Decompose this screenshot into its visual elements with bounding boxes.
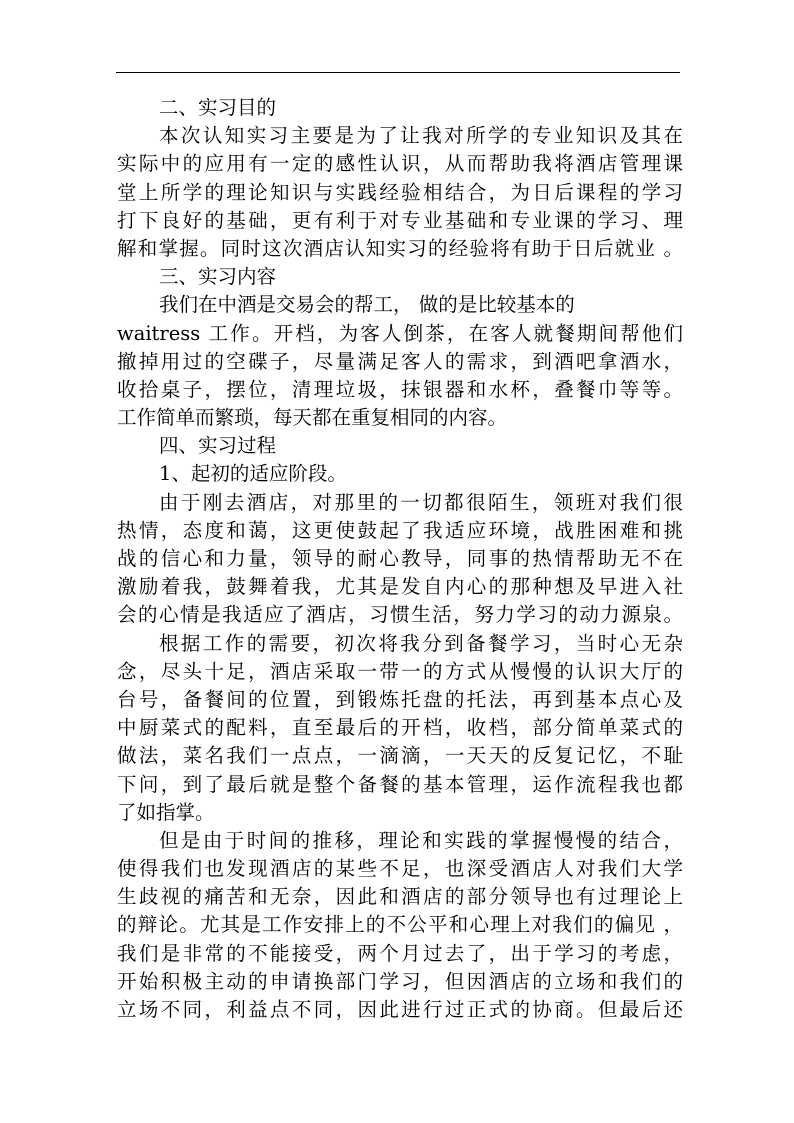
text-line: 打下良好的基础，更有利于对专业基础和专业课的学习、理 — [117, 208, 683, 232]
text-line: 了如指掌。 — [117, 800, 215, 824]
text-line: 收拾桌子，摆位，清理垃圾，抹银器和水杯，叠餐巾等等。 — [117, 377, 683, 401]
text-line: 工作简单而繁琐，每天都在重复相同的内容。 — [117, 406, 508, 430]
text-line: 三、实习内容 — [159, 265, 277, 289]
text-line: 台号，备餐间的位置，到锻炼托盘的托法，再到基本点心及 — [117, 687, 683, 711]
text-line: 二、实习目的 — [159, 96, 277, 119]
text-line: 撤掉用过的空碟子，尽量满足客人的需求，到酒吧拿酒水， — [117, 349, 683, 373]
text-line: 我们是非常的不能接受，两个月过去了，出于学习的考虑， — [117, 941, 683, 965]
text-line: 实际中的应用有一定的感性认识，从而帮助我将酒店管理课 — [117, 152, 683, 176]
text-line: 解和掌握。同时这次酒店认知实习的经验将有助于日后就业 。 — [117, 236, 683, 260]
text-line: 1、起初的适应阶段。 — [159, 462, 347, 486]
text-line: waitress 工作。开档，为客人倒茶，在客人就餐期间帮他们 — [117, 321, 683, 345]
text-line: 下问，到了最后就是整个备餐的基本管理，运作流程我也都 — [117, 772, 683, 796]
text-line: 立场不同，利益点不同，因此进行过正式的协商。但最后还 — [117, 998, 683, 1021]
text-line: 战的信心和力量，领导的耐心教导，同事的热情帮助无不在 — [117, 547, 683, 570]
text-line: 激励着我，鼓舞着我，尤其是发自内心的那种想及早进入社 — [117, 575, 683, 599]
text-line: 会的心情是我适应了酒店，习惯生活，努力学习的动力源泉。 — [117, 603, 683, 627]
text-line: 中厨菜式的配料，直至最后的开档，收档，部分简单菜式的 — [117, 716, 683, 740]
text-line: 根据工作的需要，初次将我分到备餐学习，当时心无杂 — [159, 631, 683, 655]
text-line: 开始积极主动的申请换部门学习，但因酒店的立场和我们的 — [117, 969, 683, 993]
text-line: 堂上所学的理论知识与实践经验相结合，为日后课程的学习 — [117, 180, 683, 204]
text-line: 使得我们也发现酒店的某些不足，也深受酒店人对我们大学 — [117, 857, 683, 881]
text-line: 四、实习过程 — [159, 434, 277, 458]
text-line: 生歧视的痛苦和无奈，因此和酒店的部分领导也有过理论上 — [117, 885, 683, 909]
text-line: 念，尽头十足，酒店采取一带一的方式从慢慢的认识大厅的 — [117, 659, 683, 683]
document-body — [117, 94, 683, 1024]
text-line: 由于刚去酒店，对那里的一切都很陌生，领班对我们很 — [159, 490, 683, 514]
text-line: 做法，菜名我们一点点，一滴滴，一天天的反复记忆，不耻 — [117, 744, 683, 768]
text-line: 热情，态度和蔼，这更使鼓起了我适应环境，战胜困难和挑 — [117, 518, 683, 542]
text-line: 我们在中酒是交易会的帮工， 做的是比较基本的 — [159, 293, 575, 317]
text-line: 但是由于时间的推移，理论和实践的掌握慢慢的结合， — [159, 828, 683, 852]
text-line: 的辩论。尤其是工作安排上的不公平和心理上对我们的偏见 ， — [117, 913, 683, 937]
header-rule — [116, 72, 680, 73]
text-line: 本次认知实习主要是为了让我对所学的专业知识及其在 — [159, 124, 683, 148]
